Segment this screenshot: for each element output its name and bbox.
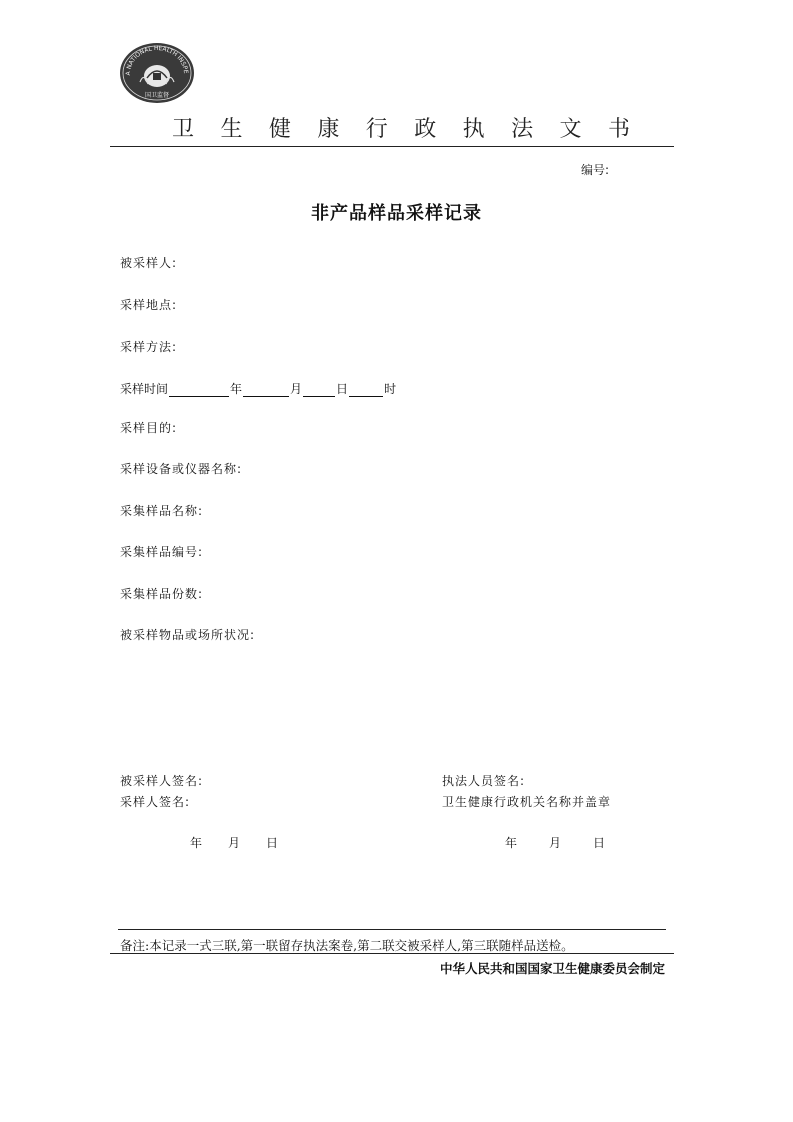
date-year: 年 xyxy=(190,836,203,850)
field-site-condition: 被采样物品或场所状况: xyxy=(120,628,256,642)
field-sampling-location: 采样地点: xyxy=(120,298,178,312)
sampler-signature: 采样人签名: xyxy=(120,795,191,809)
time-label: 采样时间 xyxy=(120,382,169,396)
header-char: 文 xyxy=(559,117,582,142)
sampling-time-row xyxy=(120,380,396,397)
header-char: 康 xyxy=(317,117,340,142)
date-month: 月 xyxy=(228,836,241,850)
date-day: 日 xyxy=(593,836,606,850)
remark-note: 备注:本记录一式三联,第一联留存执法案卷,第二联交被采样人,第三联随样品送检。 xyxy=(120,938,574,953)
day-label: 日 xyxy=(336,382,349,396)
header-divider xyxy=(110,146,674,147)
document-number-label: 编号: xyxy=(581,163,610,177)
header-char: 政 xyxy=(414,117,437,142)
emblem-icon xyxy=(118,42,196,104)
field-equipment-name: 采样设备或仪器名称: xyxy=(120,462,243,476)
header-char: 卫 xyxy=(172,117,195,142)
officer-signature: 执法人员签名: xyxy=(442,774,526,788)
header-char: 健 xyxy=(268,117,291,142)
field-sample-number: 采集样品编号: xyxy=(120,545,204,559)
health-inspector-emblem xyxy=(118,42,196,104)
note-bottom-divider xyxy=(110,953,674,954)
date-year: 年 xyxy=(505,836,518,850)
date-day: 日 xyxy=(266,836,279,850)
form-title: 非产品样品采样记录 xyxy=(311,203,482,224)
header-char: 行 xyxy=(365,117,388,142)
left-date xyxy=(190,834,278,851)
month-blank[interactable] xyxy=(243,382,289,397)
document-series-title xyxy=(110,112,674,144)
emblem-bottom-text: 国卫监督 xyxy=(144,92,170,99)
field-sampling-purpose: 采样目的: xyxy=(120,421,178,435)
issuer-footer: 中华人民共和国国家卫生健康委员会制定 xyxy=(439,961,665,976)
header-char: 书 xyxy=(607,117,630,142)
hour-blank[interactable] xyxy=(349,382,383,397)
date-month: 月 xyxy=(549,836,562,850)
note-top-divider xyxy=(118,929,666,930)
hour-label: 时 xyxy=(384,382,397,396)
field-sample-count: 采集样品份数: xyxy=(120,587,204,601)
field-sampled-party: 被采样人: xyxy=(120,256,178,270)
field-sample-name: 采集样品名称: xyxy=(120,504,204,518)
header-char: 生 xyxy=(220,117,243,142)
sampled-party-signature: 被采样人签名: xyxy=(120,774,204,788)
header-char: 执 xyxy=(462,117,485,142)
emblem-arc-text: A NATIONAL HEALTH INSPE xyxy=(124,44,190,76)
header-char: 法 xyxy=(511,117,534,142)
right-date xyxy=(505,834,605,851)
day-blank[interactable] xyxy=(303,382,335,397)
agency-seal-label: 卫生健康行政机关名称并盖章 xyxy=(442,795,612,809)
month-label: 月 xyxy=(290,382,303,396)
year-label: 年 xyxy=(230,382,243,396)
field-sampling-method: 采样方法: xyxy=(120,340,178,354)
year-blank[interactable] xyxy=(169,382,229,397)
